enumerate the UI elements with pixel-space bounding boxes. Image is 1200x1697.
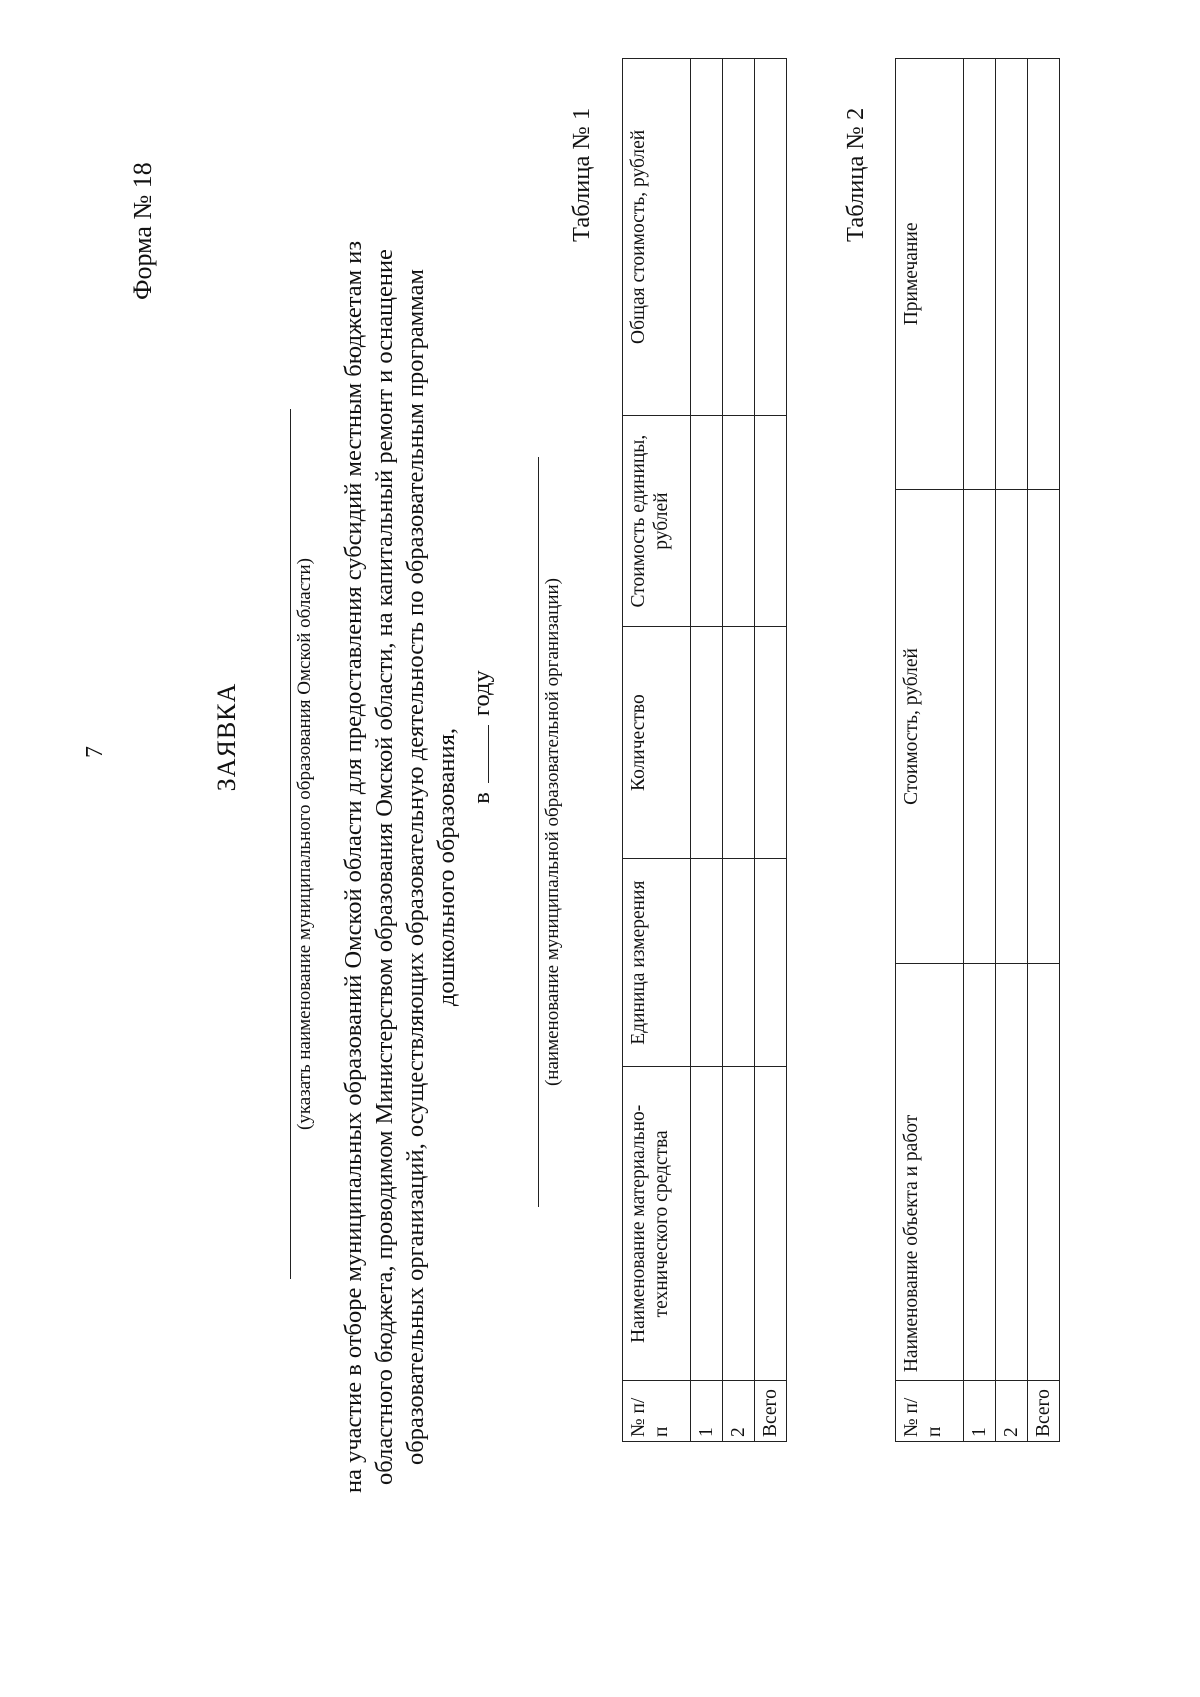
table-row: [996, 59, 1028, 1442]
municipality-hint: (указать наименование муниципального образования Омской области): [294, 558, 315, 1130]
year-suffix: году: [468, 670, 495, 716]
header-cost: Стоимость, рублей: [896, 489, 964, 963]
table-2-caption: Таблица № 2: [842, 107, 869, 242]
header-number: № п/п: [623, 1381, 691, 1442]
table-cell[interactable]: [964, 59, 996, 490]
page-number: 7: [82, 746, 108, 758]
table-cell[interactable]: [723, 59, 755, 416]
header-total-cost: Общая стоимость, рублей: [623, 59, 691, 416]
header-quantity: Количество: [623, 627, 691, 858]
document-title: ЗАЯВКА: [212, 682, 241, 792]
table-row: [723, 59, 755, 1442]
header-item-name: Наименование материально-технического средства: [623, 1067, 691, 1381]
municipality-fill-line: [290, 409, 291, 1279]
table-cell[interactable]: [755, 415, 787, 627]
row-number: 2: [723, 1381, 755, 1442]
table-cell[interactable]: [755, 59, 787, 416]
year-prefix: в: [468, 792, 495, 804]
table-cell[interactable]: [964, 964, 996, 1381]
table-cell[interactable]: [691, 1067, 723, 1381]
header-object-name: Наименование объекта и работ: [896, 964, 964, 1381]
table-cell[interactable]: [1028, 964, 1060, 1381]
table-1: [622, 58, 787, 1442]
form-number: Форма № 18: [128, 162, 157, 300]
header-unit: Единица измерения: [623, 858, 691, 1067]
table-cell[interactable]: [723, 1067, 755, 1381]
table-1-caption: Таблица № 1: [568, 107, 595, 242]
table-cell[interactable]: [1028, 59, 1060, 490]
table-cell[interactable]: [691, 415, 723, 627]
table-cell[interactable]: [996, 964, 1028, 1381]
total-label: Всего: [1028, 1381, 1060, 1442]
table-cell[interactable]: [964, 489, 996, 963]
table-cell[interactable]: [1028, 489, 1060, 963]
table-row: [691, 59, 723, 1442]
total-label: Всего: [755, 1381, 787, 1442]
table-cell[interactable]: [723, 415, 755, 627]
table-total-row: [755, 59, 787, 1442]
table-cell[interactable]: [755, 1067, 787, 1381]
header-unit-cost: Стоимость единицы, рублей: [623, 415, 691, 627]
table-cell[interactable]: [723, 858, 755, 1067]
header-number: № п/п: [896, 1381, 964, 1442]
application-description: на участие в отборе муниципальных образований Омской области для предоставления субсидий местным бюджетам из областного бюджета, проводимом Министерством образования Омской области, на капитальный ремонт и оснащение образовательных организаций, осуществляющих образовательную деятельность по образовательным программам дошкольного образования,: [340, 240, 460, 1494]
organization-fill-line: [538, 457, 539, 1207]
table-header-row: [896, 59, 964, 1442]
row-number: 1: [964, 1381, 996, 1442]
table-2: [895, 58, 1060, 1442]
table-cell[interactable]: [723, 627, 755, 858]
table-header-row: [623, 59, 691, 1442]
row-number: 2: [996, 1381, 1028, 1442]
table-cell[interactable]: [691, 627, 723, 858]
year-fill-blank: [466, 725, 489, 783]
table-cell[interactable]: [996, 489, 1028, 963]
row-number: 1: [691, 1381, 723, 1442]
table-total-row: [1028, 59, 1060, 1442]
table-cell[interactable]: [755, 627, 787, 858]
header-note: Примечание: [896, 59, 964, 490]
table-cell[interactable]: [755, 858, 787, 1067]
table-cell[interactable]: [691, 858, 723, 1067]
year-line: [466, 477, 496, 997]
table-cell[interactable]: [996, 59, 1028, 490]
table-cell[interactable]: [691, 59, 723, 416]
organization-hint: (наименование муниципальной образовательной организации): [542, 577, 563, 1087]
table-row: [964, 59, 996, 1442]
